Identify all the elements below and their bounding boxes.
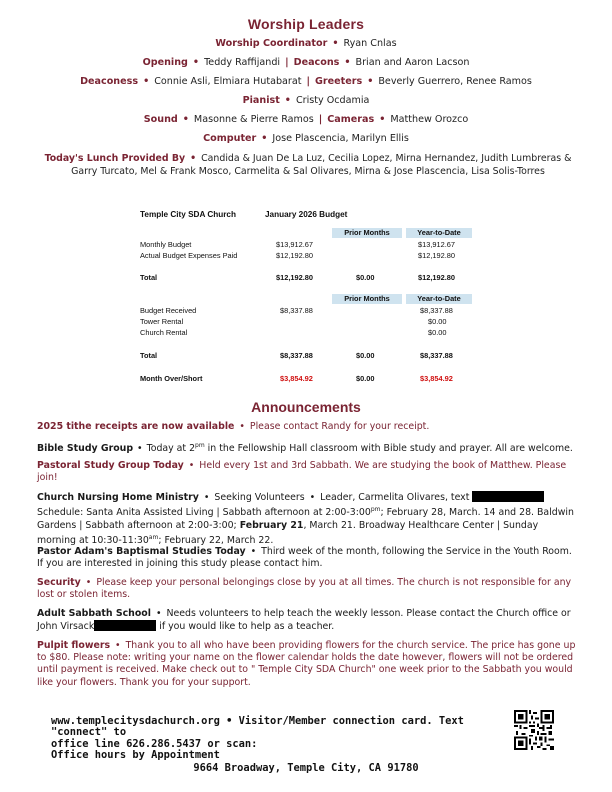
bullet: • bbox=[155, 608, 162, 619]
pianist-name: Cristy Ocdamia bbox=[295, 95, 370, 106]
tower-rental-label: Tower Rental bbox=[140, 317, 184, 326]
redacted-phone bbox=[94, 620, 156, 631]
deaconess-name: Connie Asli, Elmiara Hutabarat bbox=[154, 76, 302, 87]
pastoral-study-announcement bbox=[37, 460, 577, 484]
sound-cameras-line bbox=[0, 114, 612, 125]
opening-name: Teddy Raffijandi bbox=[204, 57, 281, 68]
bullet: • bbox=[190, 153, 197, 164]
deaconess-role: Deaconess bbox=[80, 76, 139, 87]
church-rental-ytd: $0.00 bbox=[428, 328, 447, 337]
pastoral-body: Held every 1st and 3rd Sabbath. We are studying the book of Matthew. Please join! bbox=[37, 460, 567, 484]
ytd-header: Year-to-Date bbox=[406, 228, 472, 238]
actual-expenses-ytd: $12,192.80 bbox=[418, 251, 455, 260]
baptismal-studies-announcement bbox=[37, 546, 577, 570]
security-body: Please keep your personal belongings close by you at all times. The church is not responsible for any lost or stolen items. bbox=[37, 577, 572, 601]
monthly-budget-ytd: $13,912.67 bbox=[418, 240, 455, 249]
total-expenses-ytd: $12,192.80 bbox=[418, 273, 455, 282]
nursing-head: Church Nursing Home Ministry bbox=[37, 492, 199, 503]
footer-contact bbox=[51, 716, 501, 762]
coordinator-name: Ryan Cnlas bbox=[343, 38, 397, 49]
church-address: 9664 Broadway, Temple City, CA 91780 bbox=[193, 762, 419, 774]
total-expenses-label: Total bbox=[140, 273, 158, 282]
total-expenses-current: $12,192.80 bbox=[276, 273, 313, 282]
pulpit-flowers-announcement bbox=[37, 640, 577, 689]
bullet: • bbox=[367, 76, 374, 87]
sound-role: Sound bbox=[143, 114, 178, 125]
budget-title: January 2026 Budget bbox=[265, 210, 348, 219]
bullet: • bbox=[379, 114, 386, 125]
adult-sabbath-school-announcement bbox=[37, 608, 577, 633]
nursing-a: Seeking Volunteers bbox=[214, 492, 305, 503]
bullet: • bbox=[261, 133, 268, 144]
over-short-ytd: $3,854.92 bbox=[420, 374, 453, 383]
coordinator-line bbox=[0, 38, 612, 49]
computer-line bbox=[0, 133, 612, 144]
actual-expenses-current: $12,192.80 bbox=[276, 251, 313, 260]
bullet: • bbox=[284, 95, 291, 106]
over-short-prior: $0.00 bbox=[356, 374, 375, 383]
monthly-budget-current: $13,912.67 bbox=[276, 240, 313, 249]
security-head: Security bbox=[37, 577, 81, 588]
nursing-e: , March 21. Broadway Healthcare Center | Sunday morning at 10:30-11:30 bbox=[37, 519, 539, 546]
pulpit-body: Thank you to all who have been providing flowers for the church service. The price has gone up to $80. Please note: writing your name on the flower calendar holds the date however, flowers will not be ordered until payment is received. Make check out to " Temple City SDA Church" one week prior to the Sabbath you would like your flowers. Thank you for your support. bbox=[37, 640, 576, 688]
divider: | bbox=[285, 57, 289, 68]
worship-leaders-heading: Worship Leaders bbox=[247, 16, 365, 32]
cameras-name: Matthew Orozco bbox=[390, 114, 469, 125]
church-rental-label: Church Rental bbox=[140, 328, 188, 337]
nursing-sup-am: am bbox=[148, 533, 159, 541]
total-received-ytd: $8,337.88 bbox=[420, 351, 453, 360]
deacons-name: Brian and Aaron Lacson bbox=[355, 57, 470, 68]
prior-months-header: Prior Months bbox=[332, 228, 402, 238]
bullet: • bbox=[137, 443, 143, 455]
bullet: • bbox=[344, 57, 351, 68]
bullet: • bbox=[182, 114, 189, 125]
bullet: • bbox=[250, 546, 257, 557]
actual-expenses-label: Actual Budget Expenses Paid bbox=[140, 251, 238, 260]
bullet: • bbox=[239, 421, 245, 432]
bullet: • bbox=[143, 76, 150, 87]
tithe-announcement bbox=[37, 421, 577, 433]
nursing-c: Schedule: Santa Anita Assisted Living | Sabbath afternoon at 2:00-3:00 bbox=[37, 507, 371, 519]
sound-name: Masonne & Pierre Ramos bbox=[193, 114, 314, 125]
monthly-budget-label: Monthly Budget bbox=[140, 240, 192, 249]
redacted-phone bbox=[472, 491, 544, 502]
bullet: • bbox=[115, 640, 121, 651]
pianist-role: Pianist bbox=[242, 95, 280, 106]
opening-role: Opening bbox=[142, 57, 188, 68]
deacons-role: Deacons bbox=[293, 57, 340, 68]
total-received-current: $8,337.88 bbox=[280, 351, 313, 360]
ytd-header-2: Year-to-Date bbox=[406, 294, 472, 304]
over-short-label: Month Over/Short bbox=[140, 374, 203, 383]
security-announcement bbox=[37, 577, 577, 601]
qr-code-icon[interactable] bbox=[514, 710, 554, 750]
total-received-label: Total bbox=[140, 351, 158, 360]
adult-head: Adult Sabbath School bbox=[37, 608, 151, 619]
coordinator-role: Worship Coordinator bbox=[215, 38, 328, 49]
total-expenses-prior: $0.00 bbox=[356, 273, 375, 282]
footer-line-3: Office hours by Appointment bbox=[51, 749, 220, 762]
bible-body-a: Today at 2 bbox=[146, 443, 196, 455]
pastoral-head: Pastoral Study Group Today bbox=[37, 460, 184, 471]
baptism-head: Pastor Adam's Baptismal Studies Today bbox=[37, 546, 246, 557]
pulpit-head: Pulpit flowers bbox=[37, 640, 111, 651]
budget-received-ytd: $8,337.88 bbox=[420, 306, 453, 315]
bullet: • bbox=[188, 460, 195, 471]
bullet: • bbox=[332, 38, 339, 49]
greeters-role: Greeters bbox=[315, 76, 363, 87]
total-received-prior: $0.00 bbox=[356, 351, 375, 360]
nursing-d: ; February 28, March. 14 and 28. Baldwin Gardens | Sabbath afternoon at 2:00-3:00; bbox=[37, 507, 574, 531]
bible-head: Bible Study Group bbox=[37, 443, 134, 455]
adult-b: if you would like to help as a teacher. bbox=[156, 621, 335, 633]
opening-deacons-line bbox=[0, 57, 612, 68]
bible-sup: pm bbox=[195, 442, 205, 449]
budget-church-name: Temple City SDA Church bbox=[140, 210, 236, 219]
bible-study-announcement bbox=[37, 440, 577, 455]
computer-name: Jose Plascencia, Marilyn Ellis bbox=[272, 133, 409, 144]
announcements-heading: Announcements bbox=[251, 399, 361, 415]
over-short-current: $3,854.92 bbox=[280, 374, 313, 383]
divider: | bbox=[318, 114, 323, 125]
tower-rental-ytd: $0.00 bbox=[428, 317, 447, 326]
tithe-body: Please contact Randy for your receipt. bbox=[249, 421, 430, 432]
nursing-sup-pm: pm bbox=[370, 506, 381, 514]
cameras-role: Cameras bbox=[327, 114, 375, 125]
pianist-line bbox=[0, 95, 612, 106]
bible-body-b: in the Fellowship Hall classroom with Bible study and prayer. All are welcome. bbox=[204, 443, 573, 455]
bullet: • bbox=[309, 492, 316, 503]
deaconess-greeters-line bbox=[0, 76, 612, 87]
footer-line-1: www.templecitysdachurch.org • Visitor/Member connection card. Text "connect" to bbox=[51, 715, 464, 739]
lunch-role: Today's Lunch Provided By bbox=[44, 153, 186, 164]
prior-months-header-2: Prior Months bbox=[332, 294, 402, 304]
greeters-name: Beverly Guerrero, Renee Ramos bbox=[378, 76, 532, 87]
footer-line-2: office line 626.286.5437 or scan: bbox=[51, 737, 258, 750]
nursing-feb: February 21 bbox=[239, 519, 304, 531]
budget-received-current: $8,337.88 bbox=[280, 306, 313, 315]
bullet: • bbox=[85, 577, 92, 588]
adult-a: Needs volunteers to help teach the weekly lesson. Please contact the Church office or John Virsack bbox=[37, 608, 571, 633]
nursing-b: Leader, Carmelita Olivares, text bbox=[320, 492, 470, 503]
computer-role: Computer bbox=[203, 133, 257, 144]
lunch-names: Candida & Juan De La Luz, Cecilia Lopez, Mirna Hernandez, Judith Lumbreras & Garry Turcato, Mel & Frank Mosco, Carmelita & Sal Olivares, Mirna & Jose Plascencia, Lisa Solis-Torres bbox=[71, 153, 572, 177]
tithe-head: 2025 tithe receipts are now available bbox=[37, 421, 235, 432]
bullet: • bbox=[192, 57, 200, 68]
baptism-body: Third week of the month, following the Service in the Youth Room. If you are interested in joining this study please contact him. bbox=[37, 546, 572, 570]
nursing-ministry-announcement bbox=[37, 491, 577, 547]
budget-received-label: Budget Received bbox=[140, 306, 197, 315]
bullet: • bbox=[203, 492, 210, 503]
nursing-f: ; February 22, March 22. bbox=[158, 534, 274, 546]
lunch-line bbox=[38, 152, 578, 178]
divider: | bbox=[306, 76, 311, 87]
